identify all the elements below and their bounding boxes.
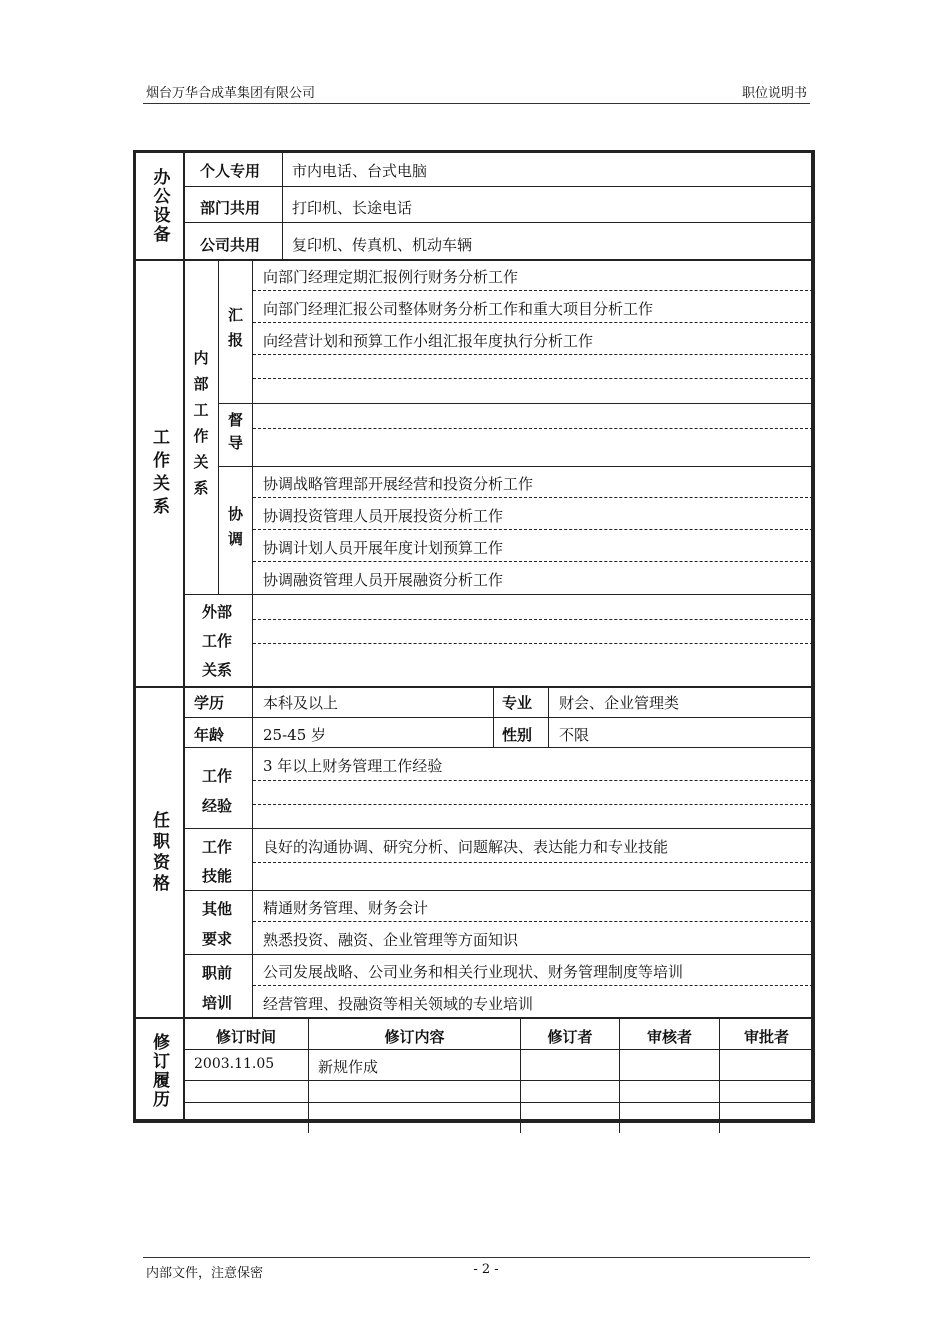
work-relations-section-label — [136, 261, 183, 686]
dashed-row-line — [253, 290, 813, 291]
age-value: 25-45 岁 — [263, 726, 327, 744]
work-relations-section-text: 工作关系 — [149, 427, 169, 520]
supervise-end-line — [219, 466, 813, 467]
experience-label-2: 经验 — [202, 797, 233, 815]
revision-section-text: 修订履历 — [149, 1032, 169, 1109]
supervise-label — [219, 404, 252, 466]
dashed-row-line — [253, 921, 813, 922]
coordinate-item: 协调计划人员开展年度计划预算工作 — [263, 539, 504, 557]
other-item: 熟悉投资、融资、企业管理等方面知识 — [263, 931, 519, 949]
office-company-value: 复印机、传真机、机动车辆 — [292, 236, 473, 254]
training-label-1: 职前 — [202, 964, 233, 982]
report-item: 向部门经理汇报公司整体财务分析工作和重大项目分析工作 — [263, 300, 654, 318]
skills-label-1: 工作 — [202, 838, 233, 856]
revision-row-content: 新规作成 — [318, 1058, 379, 1076]
revision-section-label — [136, 1019, 183, 1122]
dashed-row-line — [253, 378, 813, 379]
office-label-divider — [282, 153, 283, 259]
revision-row-line — [184, 1102, 813, 1103]
dashed-row-line — [253, 619, 813, 620]
other-label-2: 要求 — [202, 930, 233, 948]
revision-header-date: 修订时间 — [215, 1028, 276, 1046]
coordinate-item: 协调投资管理人员开展投资分析工作 — [263, 507, 504, 525]
supervise-label-text: 督导 — [226, 412, 244, 458]
footer-confidential: 内部文件，注意保密 — [146, 1266, 264, 1281]
dashed-row-line — [253, 862, 813, 863]
dashed-row-line — [253, 322, 813, 323]
report-item: 向部门经理定期汇报例行财务分析工作 — [263, 268, 519, 286]
header-rule — [143, 103, 810, 104]
major-label: 专业 — [502, 694, 533, 712]
revision-header-reviser: 修订者 — [547, 1028, 593, 1046]
internal-relations-text: 内部工作关系 — [191, 349, 210, 506]
coordinate-label — [219, 467, 252, 594]
office-department-value: 打印机、长途电话 — [292, 199, 413, 217]
office-row-line — [184, 222, 813, 223]
external-label-2: 工作 — [202, 632, 233, 650]
revision-header-reviewer: 审核者 — [646, 1028, 692, 1046]
report-item: 向经营计划和预算工作小组汇报年度执行分析工作 — [263, 332, 594, 350]
revision-row-line — [184, 1080, 813, 1081]
footer-rule — [143, 1257, 810, 1258]
gender-label: 性别 — [502, 726, 533, 744]
skills-value: 良好的沟通协调、研究分析、问题解决、表达能力和专业技能 — [263, 838, 669, 856]
coordinate-label-text: 协调 — [226, 505, 244, 556]
report-label — [219, 261, 252, 403]
major-value: 财会、企业管理类 — [559, 694, 680, 712]
qualifications-row-line — [184, 747, 813, 748]
qualifications-row-line — [184, 828, 813, 829]
training-item: 公司发展战略、公司业务和相关行业现状、财务管理制度等培训 — [263, 963, 684, 981]
office-personal-label: 个人专用 — [200, 162, 261, 180]
skills-label-2: 技能 — [202, 867, 233, 885]
dashed-row-line — [253, 354, 813, 355]
section-separator — [135, 686, 813, 688]
office-company-label: 公司共用 — [200, 236, 261, 254]
office-section-text: 办公设备 — [149, 168, 170, 244]
training-item: 经营管理、投融资等相关领域的专业培训 — [263, 995, 534, 1013]
training-label-2: 培训 — [202, 994, 233, 1012]
external-label-1: 外部 — [202, 603, 233, 621]
coordinate-item: 协调战略管理部开展经营和投资分析工作 — [263, 475, 534, 493]
office-section-label — [136, 153, 183, 259]
qualifications-label-divider — [252, 688, 253, 1017]
report-end-line — [219, 403, 813, 404]
education-value: 本科及以上 — [263, 694, 339, 712]
gender-value: 不限 — [559, 726, 590, 744]
qualifications-section-label — [136, 688, 183, 1017]
revision-row-date: 2003.11.05 — [194, 1056, 275, 1072]
dashed-row-line — [253, 529, 813, 530]
office-row-line — [184, 186, 813, 187]
experience-label-1: 工作 — [202, 767, 233, 785]
revision-header-approver: 审批者 — [743, 1028, 789, 1046]
qualifications-row-line — [184, 954, 813, 955]
coordinate-item: 协调融资管理人员开展融资分析工作 — [263, 571, 504, 589]
qualifications-row-line — [184, 717, 813, 718]
external-label-3: 关系 — [202, 661, 233, 679]
dashed-row-line — [253, 497, 813, 498]
header-doc-type: 职位说明书 — [741, 86, 807, 101]
education-label: 学历 — [194, 694, 225, 712]
dashed-row-line — [253, 428, 813, 429]
qualifications-section-text: 任职资格 — [149, 810, 169, 895]
experience-value: 3 年以上财务管理工作经验 — [263, 757, 443, 775]
section-separator — [135, 1017, 813, 1019]
revision-header-content: 修订内容 — [384, 1028, 445, 1046]
internal-relations-label — [184, 261, 218, 594]
relations-content-divider — [252, 261, 253, 686]
office-department-label: 部门共用 — [200, 199, 261, 217]
dashed-row-line — [253, 780, 813, 781]
footer-page-number: - 2 - — [473, 1262, 499, 1277]
dashed-row-line — [253, 985, 813, 986]
other-label-1: 其他 — [202, 900, 233, 918]
office-personal-value: 市内电话、台式电脑 — [292, 162, 428, 180]
dashed-row-line — [253, 561, 813, 562]
age-label: 年龄 — [194, 726, 225, 744]
header-company: 烟台万华合成革集团有限公司 — [146, 86, 316, 101]
report-label-text: 汇报 — [226, 307, 244, 357]
qualifications-row-line — [184, 890, 813, 891]
internal-end-line — [184, 594, 813, 595]
dashed-row-line — [253, 804, 813, 805]
other-item: 精通财务管理、财务会计 — [263, 899, 429, 917]
revision-row-line — [184, 1049, 813, 1050]
dashed-row-line — [253, 643, 813, 644]
